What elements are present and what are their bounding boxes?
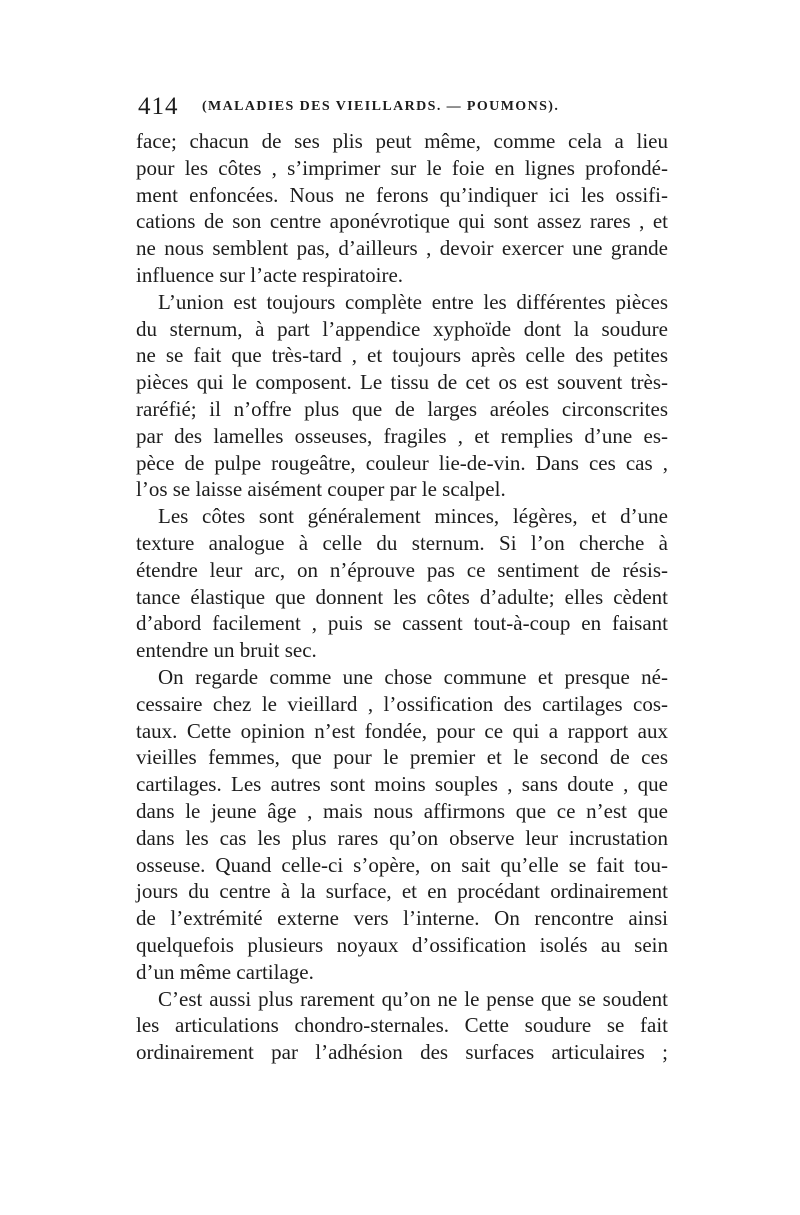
text-line: raréfié; il n’offre plus que de larges aréoles circonscrites <box>136 396 668 421</box>
text-line: pièces qui le composent. Le tissu de cet os est souvent très- <box>136 370 668 395</box>
text-line: d’abord facilement , puis se cassent tout-à-coup en faisant <box>136 611 668 636</box>
text-line: cations de son centre aponévrotique qui sont assez rares , et <box>136 209 668 234</box>
text-line: du sternum, à part l’appendice xyphoïde dont la soudure <box>136 316 668 341</box>
text-line: influence sur l’acte respiratoire. <box>136 262 404 287</box>
text-line: étendre leur arc, on n’éprouve pas ce sentiment de résis- <box>136 557 668 582</box>
text-line: quelquefois plusieurs noyaux d’ossification isolés au sein <box>136 932 668 957</box>
text-line: de l’extrémité externe vers l’interne. On rencontre ainsi <box>136 906 668 931</box>
text-line: dans le jeune âge , mais nous affirmons que ce n’est que <box>136 798 668 823</box>
text-line: ment enfoncées. Nous ne ferons qu’indiquer ici les ossifi- <box>136 182 668 207</box>
text-line: par des lamelles osseuses, fragiles , et remplies d’une es- <box>136 423 668 448</box>
text-line: les articulations chondro-sternales. Cette soudure se fait <box>136 1013 668 1038</box>
text-line: l’os se laisse aisément couper par le scalpel. <box>136 477 506 502</box>
text-line: jours du centre à la surface, et en procédant ordinairement <box>136 879 668 904</box>
text-line: cessaire chez le vieillard , l’ossification des cartilages cos- <box>136 691 668 716</box>
page-header <box>138 92 678 122</box>
running-head: (MALADIES DES VIEILLARDS. — POUMONS). <box>202 99 560 114</box>
text-line: ne nous semblent pas, d’ailleurs , devoir exercer une grande <box>136 236 668 261</box>
text-line: osseuse. Quand celle-ci s’opère, on sait qu’elle se fait tou- <box>136 852 668 877</box>
text-line: Les côtes sont généralement minces, légères, et d’une <box>158 504 668 529</box>
text-line: cartilages. Les autres sont moins souples , sans doute , que <box>136 772 668 797</box>
page-number: 414 <box>138 93 179 120</box>
text-line: d’un même cartilage. <box>136 959 314 984</box>
text-line: face; chacun de ses plis peut même, comme cela a lieu <box>136 129 668 153</box>
text-line: taux. Cette opinion n’est fondée, pour ce qui a rapport aux <box>136 718 668 743</box>
text-line: vieilles femmes, que pour le premier et le second de ces <box>136 745 668 770</box>
text-line: On regarde comme une chose commune et presque né- <box>158 664 668 689</box>
text-line: pour les côtes , s’imprimer sur le foie en lignes profondé- <box>136 155 668 180</box>
text-line: C’est aussi plus rarement qu’on ne le pense que se soudent <box>158 986 668 1011</box>
text-line: texture analogue à celle du sternum. Si l’on cherche à <box>136 530 668 555</box>
text-line: entendre un bruit sec. <box>136 638 317 663</box>
text-line: pèce de pulpe rougeâtre, couleur lie-de-vin. Dans ces cas , <box>136 450 668 475</box>
text-line: ne se fait que très-tard , et toujours après celle des petites <box>136 343 668 368</box>
text-line: tance élastique que donnent les côtes d’adulte; elles cèdent <box>136 584 668 609</box>
text-line: L’union est toujours complète entre les différentes pièces <box>158 289 668 314</box>
text-line: dans les cas les plus rares qu’on observe leur incrustation <box>136 825 668 850</box>
text-line: ordinairement par l’adhésion des surfaces articulaires ; <box>136 1040 668 1065</box>
body-text <box>136 128 668 1066</box>
